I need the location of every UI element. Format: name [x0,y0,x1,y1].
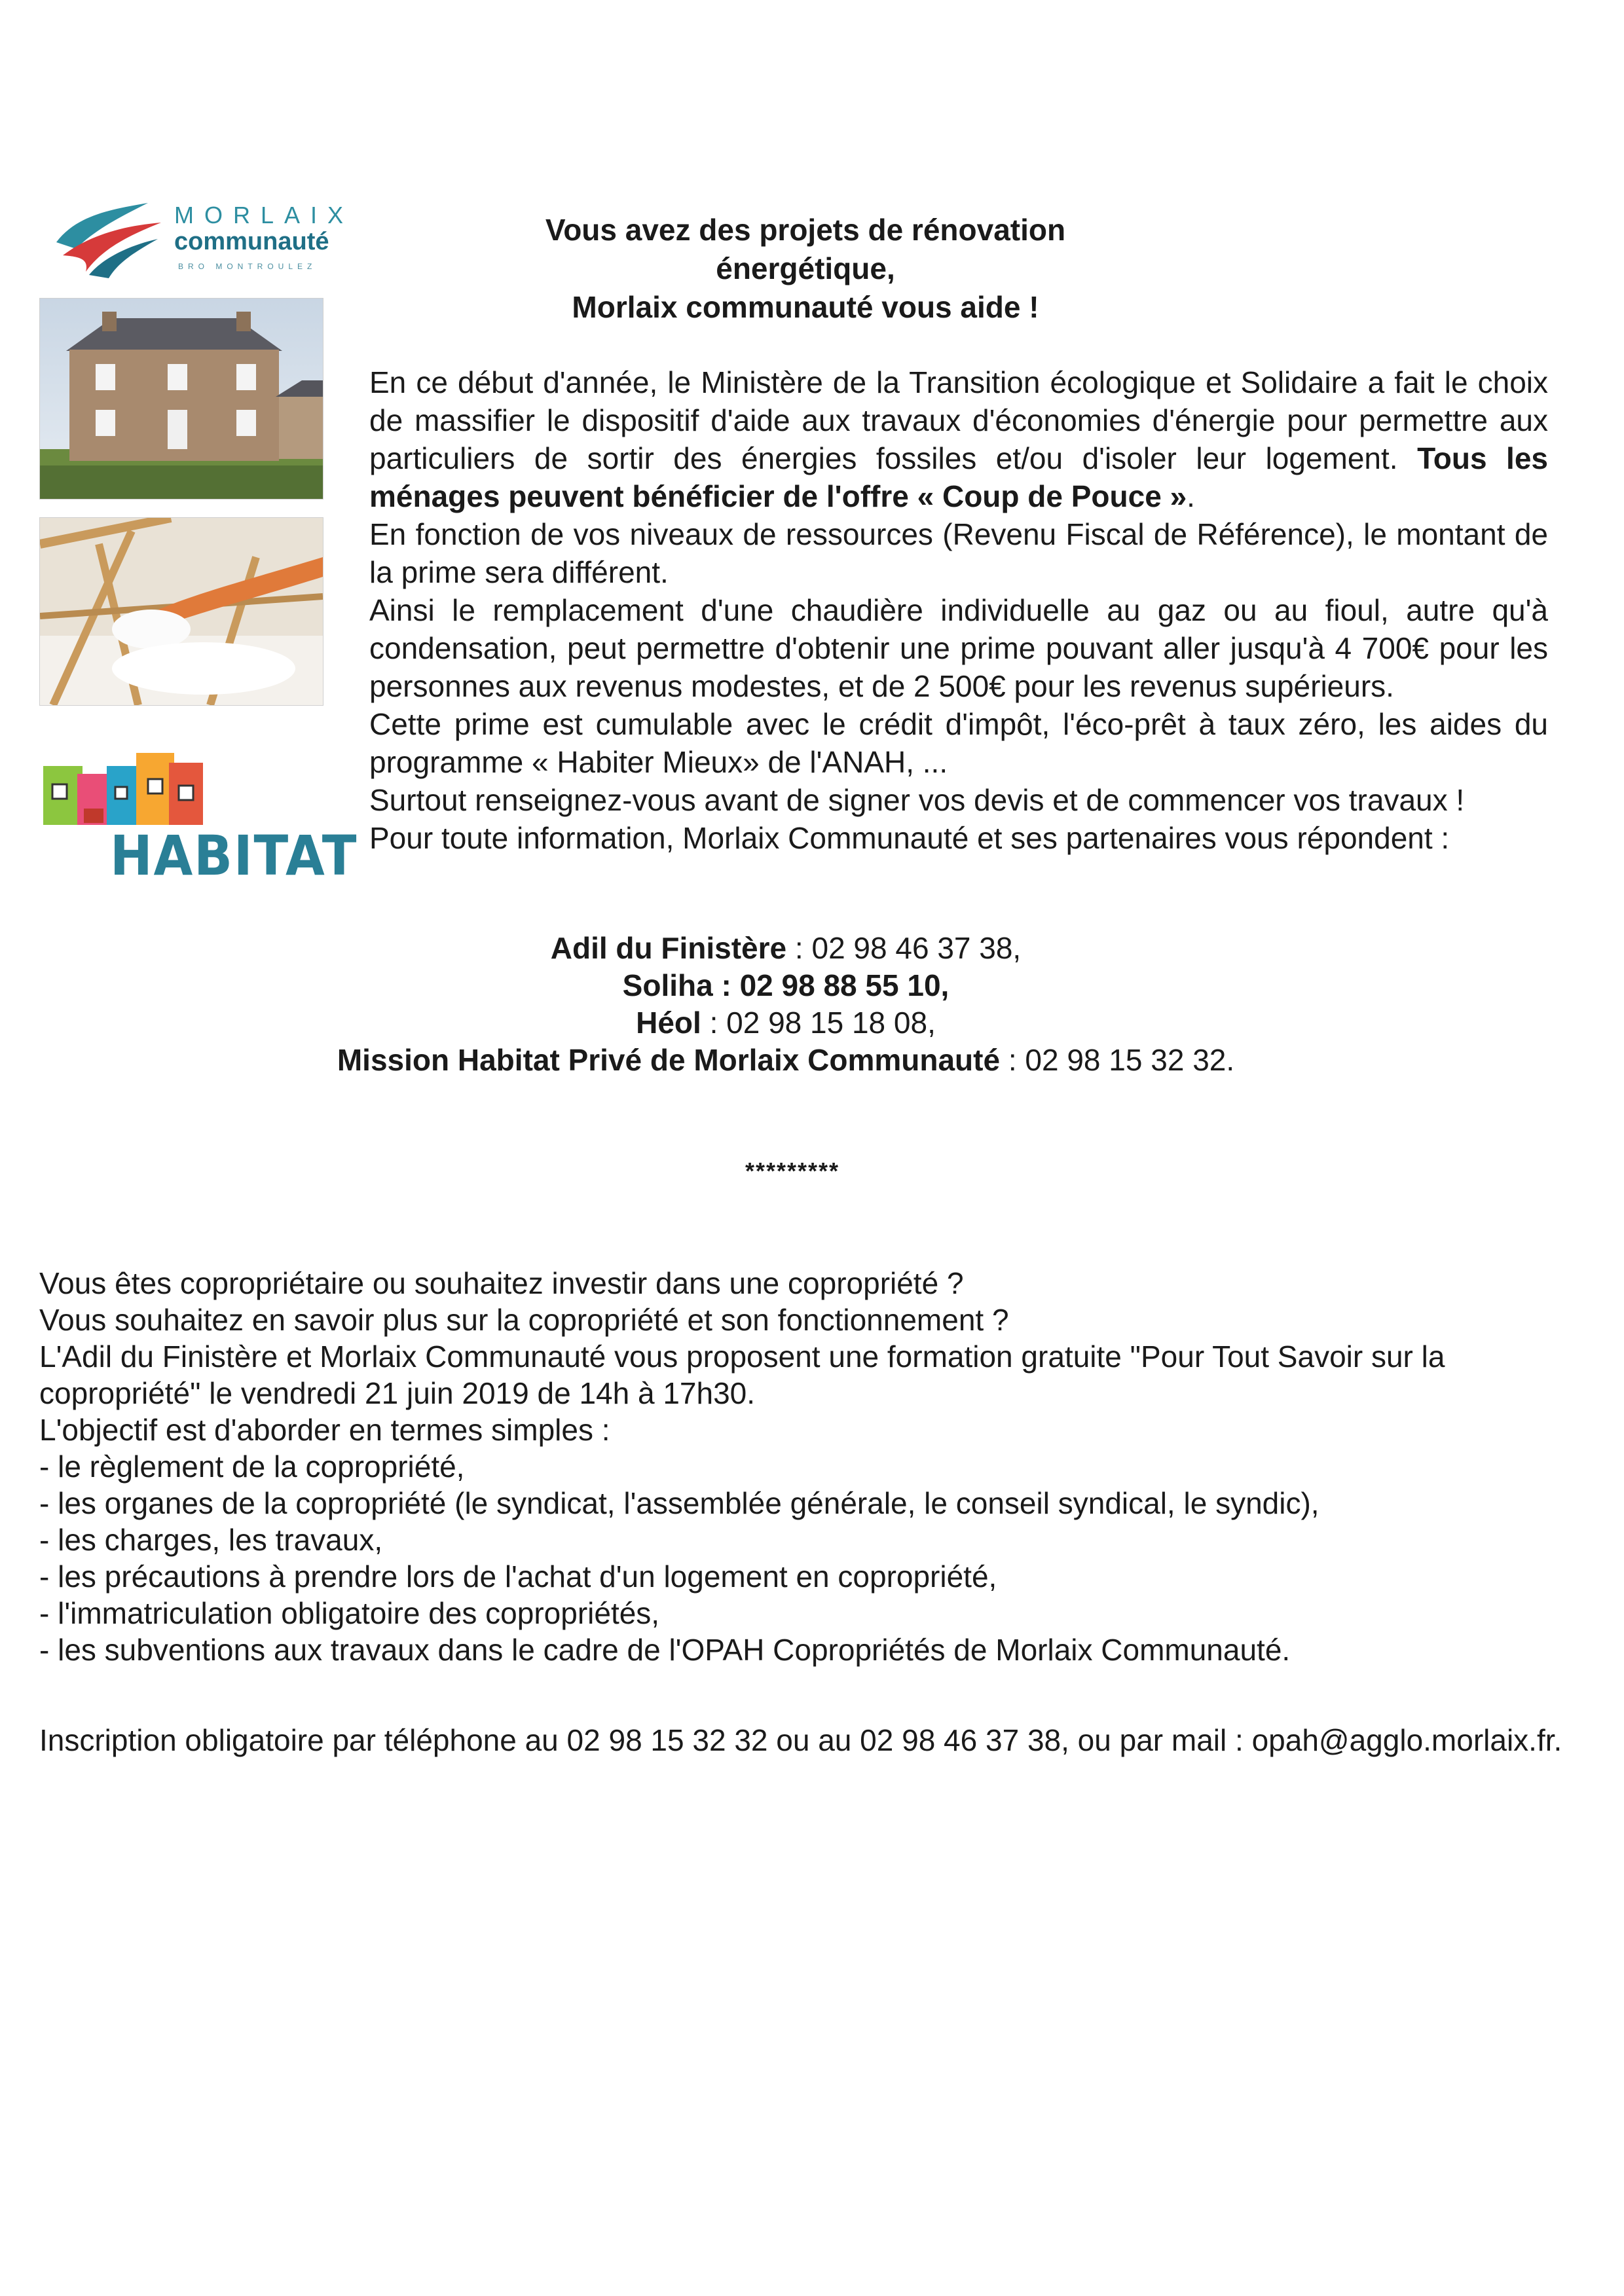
paragraph-cumul: Cette prime est cumulable avec le crédit d'impôt, l'éco-prêt à taux zéro, les aides du programme « Habiter Mieux» de l'ANAH, ... [369,707,1548,779]
list-item: - les charges, les travaux, [39,1523,383,1557]
logo-text-communaute: communauté [174,228,329,255]
contact-soliha [196,967,1375,1004]
list-item: - l'immatriculation obligatoire des copropriétés, [39,1596,660,1630]
contact-name: Soliha : 02 98 88 55 10, [622,968,950,1002]
contact-mission-habitat [196,1042,1375,1079]
contact-name: Mission Habitat Privé de Morlaix Communauté [337,1043,1001,1077]
paragraph-intro-text: En ce début d'année, le Ministère de la Transition écologique et Solidaire a fait le choix de massifier le dispositif d'aide aux travaux d'économies d'énergie pour permettre aux particuliers de sortir des énergies fossiles et/ou d'isoler leur logement. [369,365,1548,475]
paragraph-conseil: Surtout renseignez-vous avant de signer vos devis et de commencer vos travaux ! [369,783,1465,817]
paragraph-intro-end: . [1187,479,1195,513]
copro-question-1: Vous êtes copropriétaire ou souhaitez investir dans une copropriété ? [39,1266,964,1300]
house-photo [39,298,323,500]
logo-text-bro-montroulez: BRO MONTROULEZ [178,262,317,271]
list-item: - les précautions à prendre lors de l'achat d'un logement en copropriété, [39,1559,997,1594]
list-item: - le règlement de la copropriété, [39,1449,465,1484]
habitat-logo-text: HABITAT [110,824,358,888]
habitat-logo [38,746,358,888]
contact-phone: : 02 98 15 32 32. [1000,1043,1235,1077]
paragraph-prime: Ainsi le remplacement d'une chaudière individuelle au gaz ou au fioul, autre qu'à condensation, peut permettre d'obtenir une prime pouvant aller jusqu'à 4 700€ pour les personnes aux revenus modestes, et de 2 500€ pour les revenus supérieurs. [369,593,1548,703]
inscription-info [39,1722,1578,1758]
copro-objective: L'objectif est d'aborder en termes simples : [39,1413,610,1447]
section-separator: ********* [745,1157,840,1184]
contact-name: Adil du Finistère [550,931,787,965]
insulation-photo [39,517,323,706]
houses-icon [38,746,234,828]
copro-topics-list [39,1448,1578,1668]
contact-phone: : 02 98 15 18 08, [701,1006,936,1040]
paragraph-information: Pour toute information, Morlaix Communauté et ses partenaires vous répondent : [369,821,1450,855]
logo-text-morlaix: MORLAIX [174,202,354,228]
list-item: - les organes de la copropriété (le syndicat, l'assemblée générale, le conseil syndical, le syndic), [39,1486,1320,1520]
logo-swoosh-icon [50,196,168,282]
paragraph-intro [369,363,1548,515]
page-title [458,211,1153,327]
contact-phone: : 02 98 46 37 38, [786,931,1022,965]
inscription-text: Inscription obligatoire par téléphone au 02 98 15 32 32 ou au 02 98 46 37 38, ou par mail : opah@agglo.morlaix.fr. [39,1723,1562,1757]
copro-question-2: Vous souhaitez en savoir plus sur la copropriété et son fonctionnement ? [39,1303,1009,1337]
morlaix-communaute-logo [50,190,354,288]
title-line-1: Vous avez des projets de rénovation énergétique, [545,213,1066,285]
contact-heol [196,1004,1375,1042]
contact-name: Héol [636,1006,701,1040]
copro-intro: L'Adil du Finistère et Morlaix Communauté vous proposent une formation gratuite "Pour Tout Savoir sur la copropriété" le vendredi 21 juin 2019 de 14h à 17h30. [39,1339,1445,1410]
list-item: - les subventions aux travaux dans le cadre de l'OPAH Copropriétés de Morlaix Communauté. [39,1633,1291,1667]
contacts-list [196,930,1375,1079]
paragraph-ressources: En fonction de vos niveaux de ressources (Revenu Fiscal de Référence), le montant de la prime sera différent. [369,517,1548,589]
contact-adil [196,930,1375,967]
title-line-2: Morlaix communauté vous aide ! [572,290,1039,324]
copropriete-section [39,1265,1578,1668]
main-body [369,363,1548,857]
coup-de-pouce-highlight: Tous les ménages peuvent bénéficier de l'offre « Coup de Pouce » [369,441,1549,513]
